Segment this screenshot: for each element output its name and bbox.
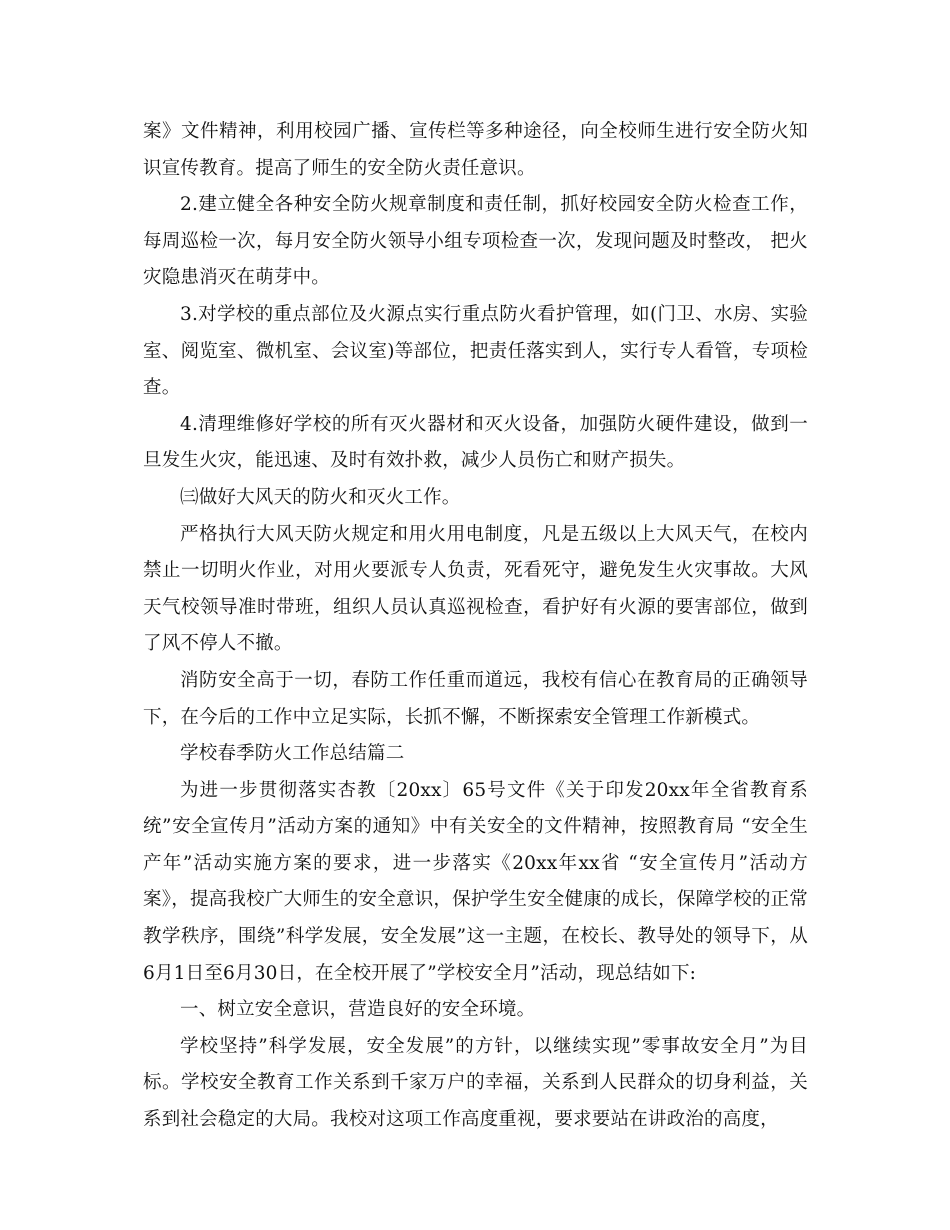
- paragraph-item-3: 3.对学校的重点部位及火源点实行重点防火看护管理，如(门卫、水房、实验室、阅览室、微机室、会议室)等部位，把责任落实到人，实行专人看管，专项检查。: [143, 303, 808, 399]
- section-heading-safety-awareness: 一、树立安全意识，营造良好的安全环境。: [180, 999, 536, 1021]
- paragraph-safety-awareness: 学校坚持”科学发展，安全发展”的方针，以继续实现”零事故安全月”为目标。学校安全教育工作关系到千家万户的幸福，关系到人民群众的切身利益，关系到社会稳定的大局。我校对这项工作高度重视，要求要站在讲政治的高度，: [143, 1035, 808, 1131]
- paragraph-item-2: 2.建立健全各种安全防火规章制度和责任制，抓好校园安全防火检查工作，每周巡检一次，每月安全防火领导小组专项检查一次，发现问题及时整改， 把火灾隐患消灭在萌芽中。: [143, 194, 808, 289]
- paragraph-item-4: 4.清理维修好学校的所有灭火器材和灭火设备，加强防火硬件建设，做到一旦发生火灾，能迅速、及时有效扑救，减少人员伤亡和财产损失。: [143, 413, 808, 472]
- paragraph-continuation: 案》文件精神，利用校园广播、宣传栏等多种途径，向全校师生进行安全防火知识宣传教育。提高了师生的安全防火责任意识。: [143, 121, 808, 179]
- paragraph-intro-part-two: 为进一步贯彻落实杏教〔20xx〕65号文件《关于印发20xx年全省教育系统”安全宣传月”活动方案的通知》中有关安全的文件精神，按照教育局 “安全生产年”活动实施方案的要求，进一步落实《20xx年xx省 “安全宣传月”活动方案》，提高我校广大师生的安全意识，保护学生安全健康的成长，保障学校的正常教学秩序，围绕”科学发展，安全发展”这一主题，在校长、教导处的领导下，从6月1日至6月30日，在全校开展了”学校安全月”活动，现总结如下:: [143, 779, 808, 984]
- section-heading-windy-days: ㈢做好大风天的防火和灭火工作。: [180, 486, 461, 508]
- paragraph-conclusion: 消防安全高于一切，春防工作任重而道远，我校有信心在教育局的正确领导下，在今后的工作中立足实际，长抓不懈，不断探索安全管理工作新模式。: [143, 669, 808, 728]
- paragraph-windy-days: 严格执行大风天防火规定和用火用电制度，凡是五级以上大风天气，在校内禁止一切明火作业，对用火要派专人负责，死看死守，避免发生火灾事故。大风天气校领导准时带班，组织人员认真巡视检查，看护好有火源的要害部位，做到了风不停人不撤。: [143, 523, 808, 655]
- article-title-part-two: 学校春季防火工作总结篇二: [180, 743, 405, 765]
- document-body: [143, 114, 808, 1139]
